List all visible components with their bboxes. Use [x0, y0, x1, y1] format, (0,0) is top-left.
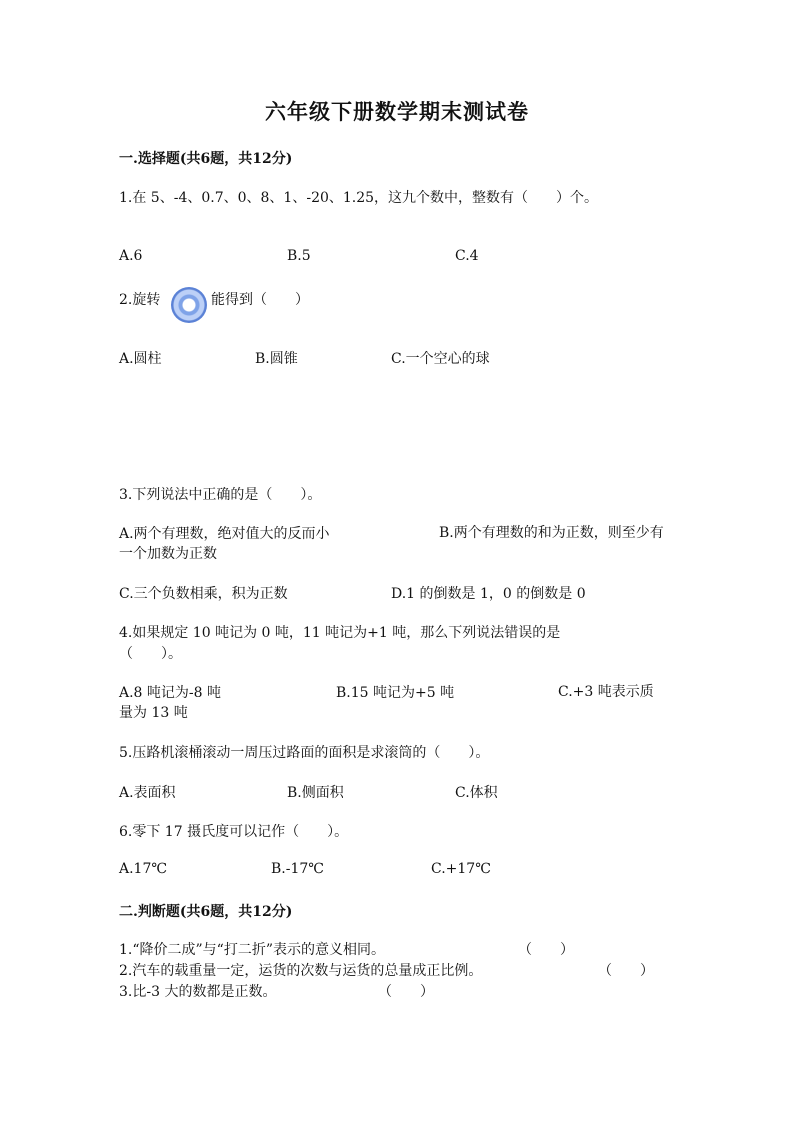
q2-option-a: A.圆柱: [119, 351, 162, 367]
q3-option-d: D.1 的倒数是 1，0 的倒数是 0: [391, 586, 586, 602]
q3-option-a: A.两个有理数，绝对值大的反而小: [119, 526, 330, 542]
q4-option-b: B.15 吨记为+5 吨: [336, 685, 455, 701]
q2-option-c: C.一个空心的球: [391, 351, 490, 367]
question-1: 1.在 5、-4、0.7、0、8、1、-20、1.25，这九个数中，整数有（ ）个。: [119, 190, 599, 206]
judge-item-3: 3.比-3 大的数都是正数。: [119, 984, 277, 1000]
q1-option-b: B.5: [287, 248, 311, 264]
ring-shape-icon: [171, 287, 207, 323]
q3-option-c: C.三个负数相乘，积为正数: [119, 586, 288, 602]
q6-option-c: C.+17℃: [431, 861, 491, 877]
question-6: 6.零下 17 摄氏度可以记作（ ）。: [119, 824, 349, 840]
judge-item-3-blank: （ ）: [378, 984, 434, 1000]
judge-item-1: 1.“降价二成”与“打二折”表示的意义相同。: [119, 942, 385, 958]
judge-item-2: 2.汽车的载重量一定，运货的次数与运货的总量成正比例。: [119, 963, 483, 979]
section-heading-choice: 一.选择题(共6题，共12分): [119, 151, 293, 167]
q1-option-c: C.4: [455, 248, 479, 264]
question-5: 5.压路机滚桶滚动一周压过路面的面积是求滚筒的（ ）。: [119, 745, 490, 761]
question-2-prefix: 2.旋转: [119, 292, 161, 308]
q6-option-b: B.-17℃: [271, 861, 324, 877]
q2-option-b: B.圆锥: [255, 351, 298, 367]
judge-item-1-blank: （ ）: [518, 942, 574, 958]
q5-option-b: B.侧面积: [287, 785, 344, 801]
section-heading-judge: 二.判断题(共6题，共12分): [119, 904, 293, 920]
q3-option-b: B.两个有理数的和为正数，则至少有一个加数为正数: [119, 525, 664, 562]
q4-option-c: C.+3 吨表示质量为 13 吨: [119, 684, 654, 721]
question-2-suffix: 能得到（ ）: [211, 292, 309, 308]
q4-option-a: A.8 吨记为-8 吨: [119, 685, 222, 701]
question-3: 3.下列说法中正确的是（ ）。: [119, 487, 322, 503]
judge-item-2-blank: （ ）: [598, 963, 654, 979]
page-title: 六年级下册数学期末测试卷: [265, 99, 529, 124]
q6-option-a: A.17℃: [119, 861, 168, 877]
q1-option-a: A.6: [119, 248, 143, 264]
q5-option-a: A.表面积: [119, 785, 176, 801]
q5-option-c: C.体积: [455, 785, 498, 801]
question-4: 4.如果规定 10 吨记为 0 吨，11 吨记为+1 吨，那么下列说法错误的是（ ）。: [119, 625, 561, 662]
